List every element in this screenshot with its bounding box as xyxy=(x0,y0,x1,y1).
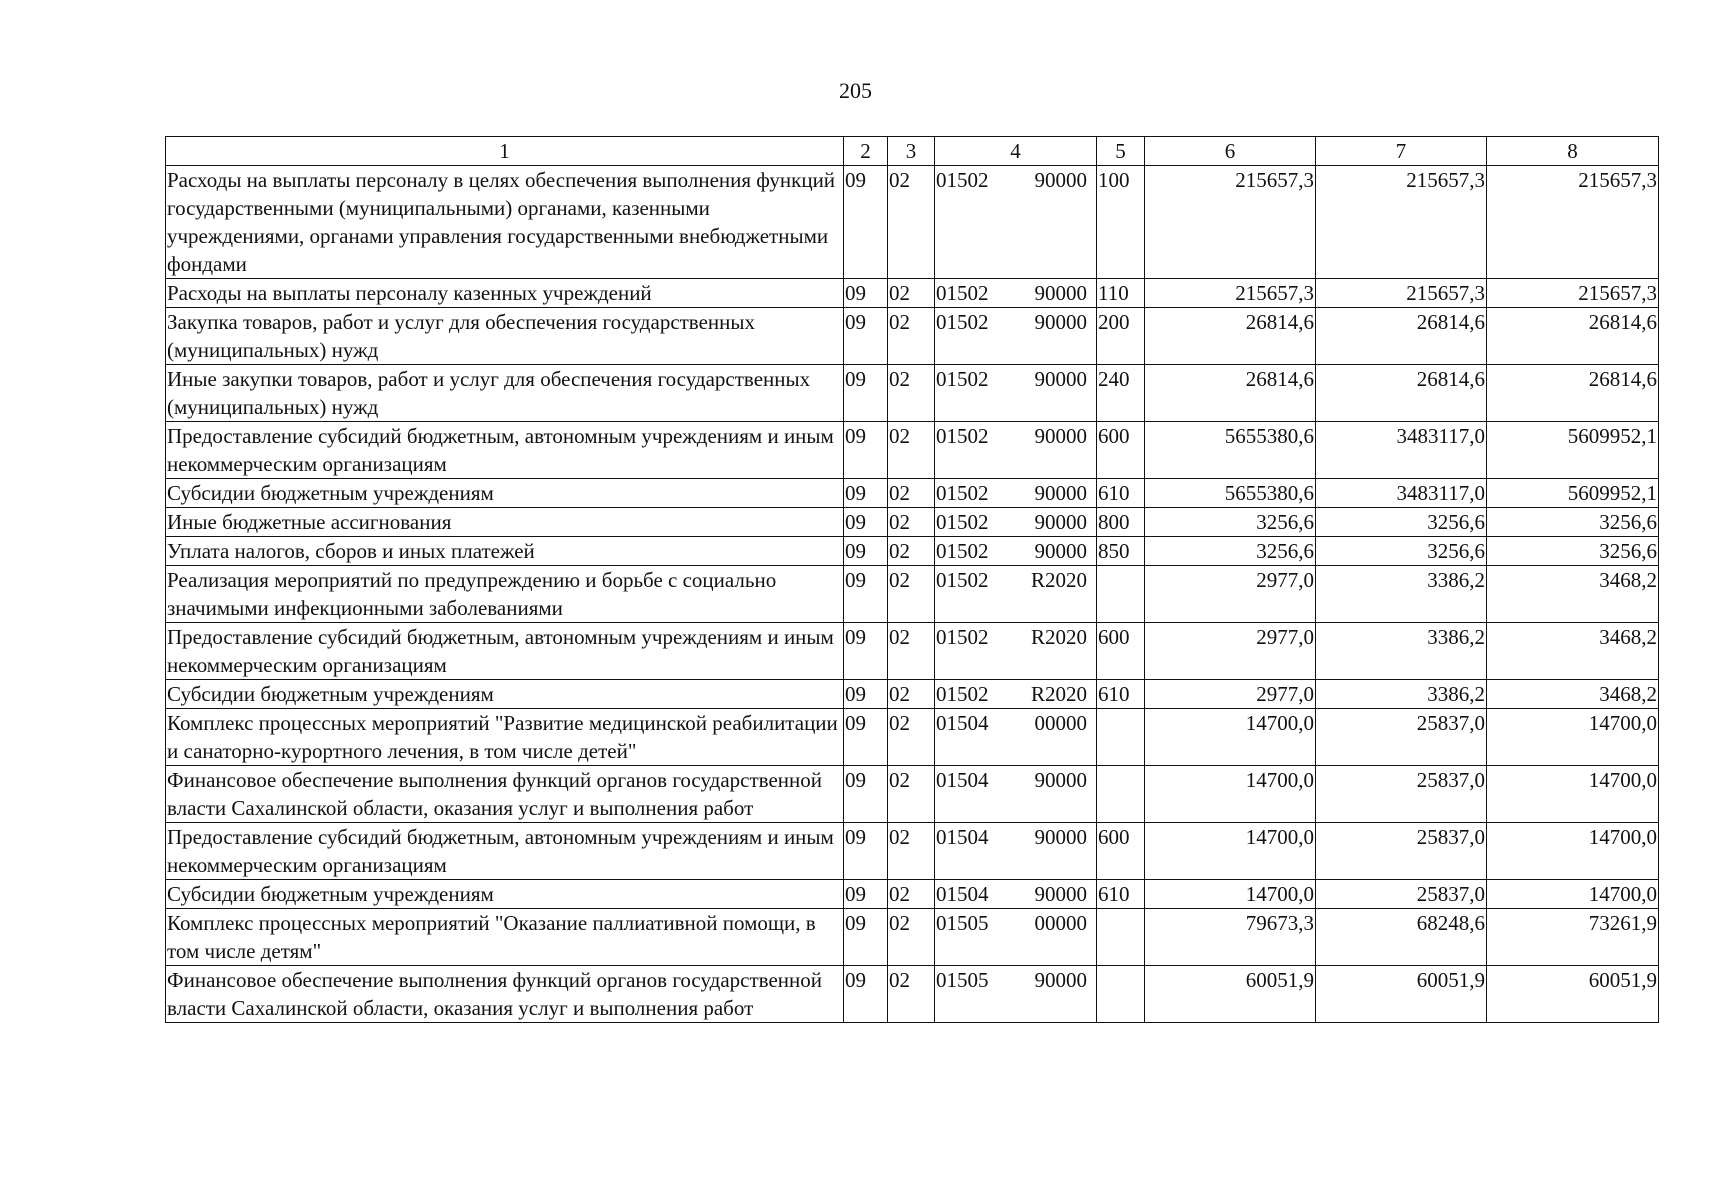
amount-col-6: 3256,6 xyxy=(1145,508,1316,537)
expense-type-code: 100 xyxy=(1097,166,1145,279)
amount-col-6: 2977,0 xyxy=(1145,623,1316,680)
expense-type-code: 240 xyxy=(1097,365,1145,422)
amount-col-6: 5655380,6 xyxy=(1145,479,1316,508)
amount-col-8: 26814,6 xyxy=(1487,308,1659,365)
program-code: 01504 xyxy=(936,825,989,849)
target-article-code xyxy=(935,279,1097,308)
direction-code: 90000 xyxy=(1034,424,1087,448)
row-name: Реализация мероприятий по предупреждению и борьбе с социально значимыми инфекционными заболеваниями xyxy=(166,566,844,623)
direction-code: 90000 xyxy=(1034,825,1087,849)
row-name: Иные закупки товаров, работ и услуг для обеспечения государственных (муниципальных) нужд xyxy=(166,365,844,422)
table-row xyxy=(166,508,1659,537)
amount-col-7: 60051,9 xyxy=(1316,966,1487,1023)
amount-col-7: 3483117,0 xyxy=(1316,422,1487,479)
expense-type-code: 610 xyxy=(1097,680,1145,709)
direction-code: 90000 xyxy=(1034,310,1087,334)
table-row xyxy=(166,422,1659,479)
section-code: 09 xyxy=(844,966,888,1023)
expense-type-code: 610 xyxy=(1097,479,1145,508)
amount-col-6: 14700,0 xyxy=(1145,709,1316,766)
direction-code: 90000 xyxy=(1034,968,1087,992)
expense-type-code xyxy=(1097,966,1145,1023)
subsection-code: 02 xyxy=(888,166,935,279)
row-name: Предоставление субсидий бюджетным, автономным учреждениям и иным некоммерческим организациям xyxy=(166,823,844,880)
row-name: Закупка товаров, работ и услуг для обеспечения государственных (муниципальных) нужд xyxy=(166,308,844,365)
program-code: 01502 xyxy=(936,539,989,563)
table-row xyxy=(166,966,1659,1023)
direction-code: 90000 xyxy=(1034,281,1087,305)
amount-col-8: 215657,3 xyxy=(1487,279,1659,308)
direction-code: 90000 xyxy=(1034,510,1087,534)
subsection-code: 02 xyxy=(888,709,935,766)
amount-col-6: 3256,6 xyxy=(1145,537,1316,566)
target-article-code xyxy=(935,422,1097,479)
amount-col-8: 26814,6 xyxy=(1487,365,1659,422)
amount-col-6: 2977,0 xyxy=(1145,566,1316,623)
amount-col-8: 3468,2 xyxy=(1487,566,1659,623)
target-article-code xyxy=(935,680,1097,709)
program-code: 01502 xyxy=(936,310,989,334)
subsection-code: 02 xyxy=(888,680,935,709)
section-code: 09 xyxy=(844,623,888,680)
amount-col-6: 5655380,6 xyxy=(1145,422,1316,479)
amount-col-7: 25837,0 xyxy=(1316,709,1487,766)
table-row xyxy=(166,623,1659,680)
amount-col-8: 3468,2 xyxy=(1487,623,1659,680)
row-name: Комплекс процессных мероприятий "Развитие медицинской реабилитации и санаторно-курортного лечения, в том числе детей" xyxy=(166,709,844,766)
program-code: 01502 xyxy=(936,168,989,192)
header-cell: 1 xyxy=(166,137,844,166)
direction-code: 00000 xyxy=(1034,911,1087,935)
subsection-code: 02 xyxy=(888,566,935,623)
section-code: 09 xyxy=(844,166,888,279)
program-code: 01504 xyxy=(936,711,989,735)
section-code: 09 xyxy=(844,823,888,880)
target-article-code xyxy=(935,479,1097,508)
header-cell: 3 xyxy=(888,137,935,166)
program-code: 01502 xyxy=(936,481,989,505)
row-name: Субсидии бюджетным учреждениям xyxy=(166,680,844,709)
table-row xyxy=(166,880,1659,909)
direction-code: 90000 xyxy=(1034,768,1087,792)
subsection-code: 02 xyxy=(888,909,935,966)
section-code: 09 xyxy=(844,508,888,537)
row-name: Предоставление субсидий бюджетным, автономным учреждениям и иным некоммерческим организациям xyxy=(166,422,844,479)
target-article-code xyxy=(935,880,1097,909)
row-name: Финансовое обеспечение выполнения функций органов государственной власти Сахалинской области, оказания услуг и выполнения работ xyxy=(166,966,844,1023)
direction-code: R2020 xyxy=(1030,682,1087,706)
direction-code: 90000 xyxy=(1034,539,1087,563)
amount-col-8: 60051,9 xyxy=(1487,966,1659,1023)
section-code: 09 xyxy=(844,766,888,823)
section-code: 09 xyxy=(844,479,888,508)
amount-col-8: 3256,6 xyxy=(1487,508,1659,537)
section-code: 09 xyxy=(844,422,888,479)
subsection-code: 02 xyxy=(888,880,935,909)
row-name: Иные бюджетные ассигнования xyxy=(166,508,844,537)
row-name: Предоставление субсидий бюджетным, автономным учреждениям и иным некоммерческим организациям xyxy=(166,623,844,680)
subsection-code: 02 xyxy=(888,308,935,365)
target-article-code xyxy=(935,566,1097,623)
table-row xyxy=(166,537,1659,566)
amount-col-7: 26814,6 xyxy=(1316,308,1487,365)
amount-col-7: 215657,3 xyxy=(1316,279,1487,308)
table-row xyxy=(166,279,1659,308)
amount-col-6: 26814,6 xyxy=(1145,365,1316,422)
direction-code: 00000 xyxy=(1034,711,1087,735)
amount-col-8: 14700,0 xyxy=(1487,709,1659,766)
target-article-code xyxy=(935,966,1097,1023)
program-code: 01502 xyxy=(936,281,989,305)
expense-type-code xyxy=(1097,709,1145,766)
expense-type-code: 200 xyxy=(1097,308,1145,365)
table-row xyxy=(166,308,1659,365)
table-row xyxy=(166,766,1659,823)
expense-type-code: 800 xyxy=(1097,508,1145,537)
subsection-code: 02 xyxy=(888,823,935,880)
header-cell: 8 xyxy=(1487,137,1659,166)
subsection-code: 02 xyxy=(888,508,935,537)
target-article-code xyxy=(935,709,1097,766)
amount-col-7: 3386,2 xyxy=(1316,680,1487,709)
amount-col-6: 60051,9 xyxy=(1145,966,1316,1023)
subsection-code: 02 xyxy=(888,966,935,1023)
header-cell: 2 xyxy=(844,137,888,166)
subsection-code: 02 xyxy=(888,479,935,508)
section-code: 09 xyxy=(844,279,888,308)
table-row xyxy=(166,365,1659,422)
expense-type-code xyxy=(1097,566,1145,623)
amount-col-6: 215657,3 xyxy=(1145,166,1316,279)
program-code: 01504 xyxy=(936,882,989,906)
section-code: 09 xyxy=(844,566,888,623)
row-name: Расходы на выплаты персоналу в целях обеспечения выполнения функций государственными (муниципальными) органами, казенными учреждениями, органами управления государственными внебюджетными фондами xyxy=(166,166,844,279)
program-code: 01502 xyxy=(936,367,989,391)
table-row xyxy=(166,823,1659,880)
program-code: 01502 xyxy=(936,510,989,534)
section-code: 09 xyxy=(844,709,888,766)
expense-type-code: 610 xyxy=(1097,880,1145,909)
table-row xyxy=(166,709,1659,766)
target-article-code xyxy=(935,308,1097,365)
amount-col-7: 3256,6 xyxy=(1316,537,1487,566)
row-name: Расходы на выплаты персоналу казенных учреждений xyxy=(166,279,844,308)
program-code: 01504 xyxy=(936,768,989,792)
amount-col-8: 3468,2 xyxy=(1487,680,1659,709)
target-article-code xyxy=(935,537,1097,566)
subsection-code: 02 xyxy=(888,537,935,566)
amount-col-8: 14700,0 xyxy=(1487,823,1659,880)
subsection-code: 02 xyxy=(888,365,935,422)
header-cell: 7 xyxy=(1316,137,1487,166)
budget-table xyxy=(165,136,1659,1023)
target-article-code xyxy=(935,166,1097,279)
amount-col-6: 14700,0 xyxy=(1145,880,1316,909)
amount-col-7: 25837,0 xyxy=(1316,880,1487,909)
expense-type-code: 600 xyxy=(1097,422,1145,479)
header-row xyxy=(166,137,1659,166)
expense-type-code: 600 xyxy=(1097,623,1145,680)
expense-type-code: 850 xyxy=(1097,537,1145,566)
direction-code: R2020 xyxy=(1030,568,1087,592)
expense-type-code: 110 xyxy=(1097,279,1145,308)
program-code: 01502 xyxy=(936,424,989,448)
amount-col-7: 25837,0 xyxy=(1316,823,1487,880)
subsection-code: 02 xyxy=(888,623,935,680)
amount-col-8: 14700,0 xyxy=(1487,880,1659,909)
amount-col-6: 2977,0 xyxy=(1145,680,1316,709)
amount-col-6: 215657,3 xyxy=(1145,279,1316,308)
amount-col-6: 14700,0 xyxy=(1145,766,1316,823)
header-cell: 6 xyxy=(1145,137,1316,166)
section-code: 09 xyxy=(844,365,888,422)
direction-code: 90000 xyxy=(1034,168,1087,192)
program-code: 01505 xyxy=(936,968,989,992)
amount-col-7: 3386,2 xyxy=(1316,566,1487,623)
program-code: 01502 xyxy=(936,682,989,706)
table-row xyxy=(166,680,1659,709)
amount-col-8: 73261,9 xyxy=(1487,909,1659,966)
program-code: 01502 xyxy=(936,625,989,649)
target-article-code xyxy=(935,823,1097,880)
expense-type-code: 600 xyxy=(1097,823,1145,880)
row-name: Субсидии бюджетным учреждениям xyxy=(166,479,844,508)
row-name: Комплекс процессных мероприятий "Оказание паллиативной помощи, в том числе детям" xyxy=(166,909,844,966)
amount-col-7: 215657,3 xyxy=(1316,166,1487,279)
target-article-code xyxy=(935,365,1097,422)
subsection-code: 02 xyxy=(888,422,935,479)
amount-col-7: 68248,6 xyxy=(1316,909,1487,966)
program-code: 01505 xyxy=(936,911,989,935)
amount-col-7: 3256,6 xyxy=(1316,508,1487,537)
direction-code: R2020 xyxy=(1030,625,1087,649)
page-number: 205 xyxy=(839,78,872,103)
amount-col-8: 215657,3 xyxy=(1487,166,1659,279)
amount-col-6: 14700,0 xyxy=(1145,823,1316,880)
amount-col-8: 3256,6 xyxy=(1487,537,1659,566)
section-code: 09 xyxy=(844,680,888,709)
direction-code: 90000 xyxy=(1034,367,1087,391)
row-name: Финансовое обеспечение выполнения функций органов государственной власти Сахалинской области, оказания услуг и выполнения работ xyxy=(166,766,844,823)
table-row xyxy=(166,909,1659,966)
target-article-code xyxy=(935,766,1097,823)
table-row xyxy=(166,566,1659,623)
amount-col-7: 26814,6 xyxy=(1316,365,1487,422)
amount-col-8: 14700,0 xyxy=(1487,766,1659,823)
subsection-code: 02 xyxy=(888,279,935,308)
header-cell: 5 xyxy=(1097,137,1145,166)
amount-col-6: 79673,3 xyxy=(1145,909,1316,966)
target-article-code xyxy=(935,623,1097,680)
amount-col-7: 25837,0 xyxy=(1316,766,1487,823)
section-code: 09 xyxy=(844,308,888,365)
section-code: 09 xyxy=(844,537,888,566)
amount-col-7: 3483117,0 xyxy=(1316,479,1487,508)
direction-code: 90000 xyxy=(1034,481,1087,505)
subsection-code: 02 xyxy=(888,766,935,823)
amount-col-7: 3386,2 xyxy=(1316,623,1487,680)
target-article-code xyxy=(935,508,1097,537)
target-article-code xyxy=(935,909,1097,966)
amount-col-8: 5609952,1 xyxy=(1487,479,1659,508)
row-name: Субсидии бюджетным учреждениям xyxy=(166,880,844,909)
section-code: 09 xyxy=(844,880,888,909)
section-code: 09 xyxy=(844,909,888,966)
expense-type-code xyxy=(1097,909,1145,966)
row-name: Уплата налогов, сборов и иных платежей xyxy=(166,537,844,566)
header-cell: 4 xyxy=(935,137,1097,166)
amount-col-6: 26814,6 xyxy=(1145,308,1316,365)
table-row xyxy=(166,479,1659,508)
program-code: 01502 xyxy=(936,568,989,592)
expense-type-code xyxy=(1097,766,1145,823)
table-row xyxy=(166,166,1659,279)
amount-col-8: 5609952,1 xyxy=(1487,422,1659,479)
direction-code: 90000 xyxy=(1034,882,1087,906)
